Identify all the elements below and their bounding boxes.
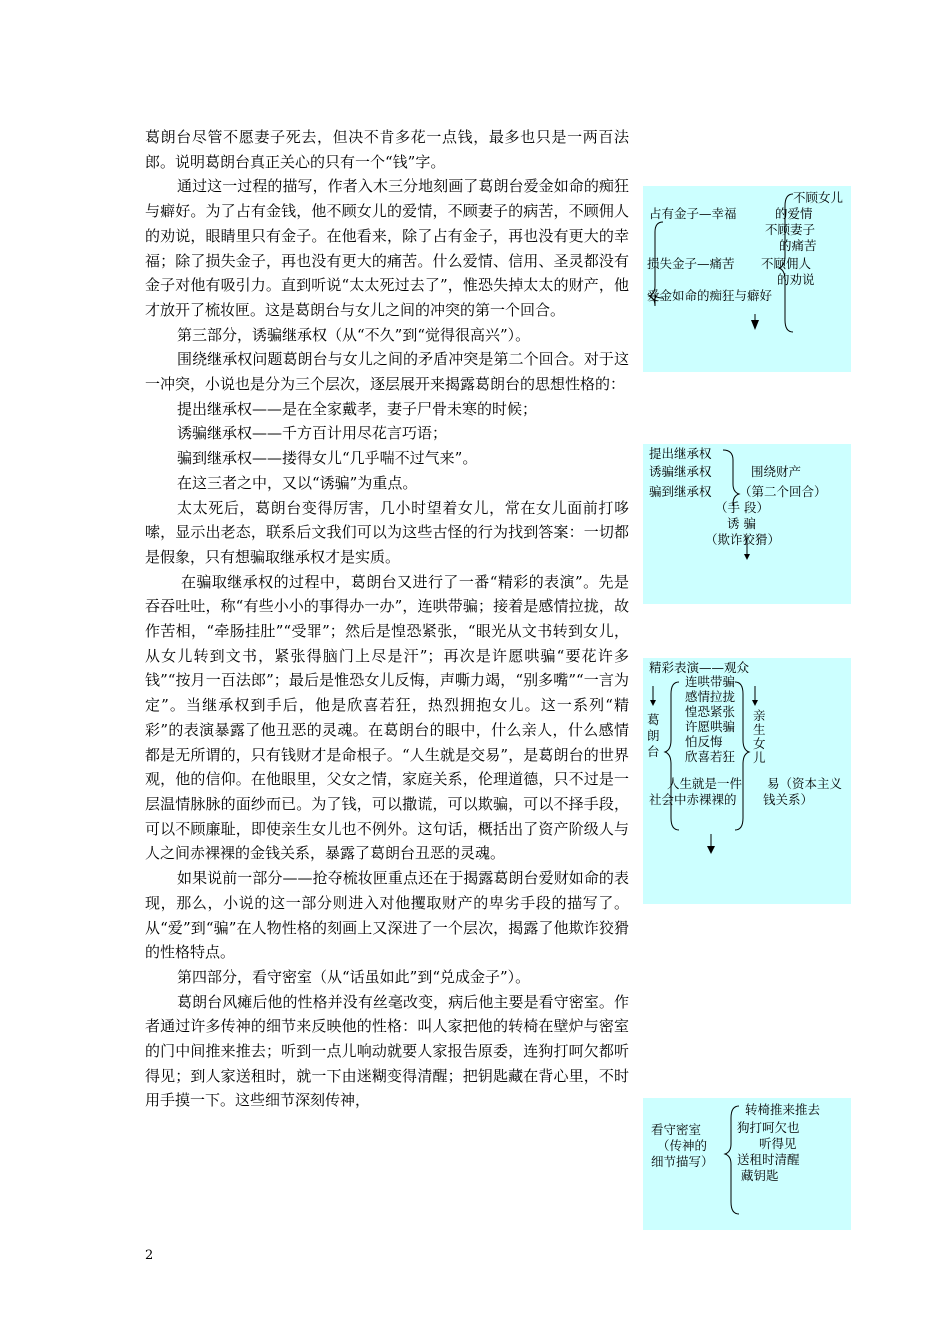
note-text: 女 [753,736,766,751]
note-text: 连哄带骗 [685,674,736,689]
note-text: 怕反悔 [685,734,723,749]
note-text: 提出继承权 [649,446,712,461]
note-text: （手 段） [715,500,769,515]
paragraph: 诱骗继承权——千方百计用尽花言巧语； [177,424,448,443]
margin-note-3 [643,658,851,904]
note-text: 的劝说 [777,272,815,287]
note-text: 亲 [753,708,766,723]
paragraph: 太太死后，葛朗台变得厉害，几小时望着女儿，常在女儿面前打哆嗦，显示出老态，联系后文我们可以为这些古怪的行为找到答案：一切都是假象，只有想骗取继承权才是实质。 [145,498,629,566]
margin-note-4 [643,1098,851,1230]
note-text: 送租时清醒 [737,1152,800,1167]
note-text: 不顾女儿 [793,190,844,205]
paragraph: 在这三者之中，又以“诱骗”为重点。 [177,473,418,492]
note-text: 易（资本主义 [767,776,843,791]
note-text: 不顾佣人 [761,256,812,271]
note-text: 听得见 [759,1136,797,1151]
note-text: 细节描写） [651,1154,714,1169]
paragraph: 葛朗台尽管不愿妻子死去，但决不肯多花一点钱，最多也只是一两百法郎。说明葛朗台真正关心的只有一个“钱”字。 [145,128,629,171]
paragraph: 骗到继承权——搂得女儿“几乎喘不过气来”。 [177,449,478,468]
note-text: 骗到继承权 [649,484,712,499]
main-text [145,125,629,1113]
note-text: 感情拉拢 [685,689,736,704]
note-text: 爱金如命的痴狂与癖好 [647,288,773,303]
note-text: 诱 骗 [727,516,756,531]
paragraph: 在骗取继承权的过程中，葛朗台又进行了一番“精彩的表演”。先是吞吞吐吐，称“有些小小的事得办一办”，连哄带骗；接着是感情拉拢，故作苦相，“牵肠挂肚”“受罪”；然后是惶恐紧张，“眼光从文书转到女儿，从女儿转到文书，紧张得脑门上尽是汗”；再次是许愿哄骗“要花许多钱”“按月一百法郎”；最后是惟恐女儿反悔，声嘶力竭，“别多嘴”“一言为定”。当继承权到手后，他是欣喜若狂，热烈拥抱女儿。这一系列“精彩”的表演暴露了他丑恶的灵魂。在葛朗台的眼中，什么亲人，什么感情都是无所谓的，只有钱财才是命根子。“人生就是交易”，是葛朗台的世界观，他的信仰。在他眼里，父女之情，家庭关系，伦理道德，只不过是一层温情脉脉的面纱而已。为了钱，可以撒谎，可以欺骗，可以不择手段，可以不顾廉耻，即使亲生女儿也不例外。这句话，概括出了资产阶级人与人之间赤裸裸的金钱关系，暴露了葛朗台丑恶的灵魂。 [145,572,629,863]
note-text: 葛 [647,712,660,727]
note-text: 朗 [647,728,660,743]
note-text: 的痛苦 [779,238,817,253]
page-number: 2 [145,1248,154,1263]
paragraph: 如果说前一部分——抢夺梳妆匣重点还在于揭露葛朗台爱财如命的表现，那么，小说的这一部分则进入对他攫取财产的卑劣手段的描写了。从“爱”到“骗”在人物性格的刻画上又深进了一个层次，揭露了他欺诈狡猾的性格特点。 [145,869,629,962]
note-text: 占有金子—幸福 [649,206,737,221]
margin-note-2 [643,444,851,604]
paragraph: 第三部分，诱骗继承权（从“不久”到“觉得很高兴”）。 [177,325,531,344]
paragraph: 围绕继承权问题葛朗台与女儿之间的矛盾冲突是第二个回合。对于这一冲突，小说也是分为三个层次，逐层展开来揭露葛朗台的思想性格的： [145,350,629,394]
note-text: 人生就是一件 [667,776,743,791]
note-text: 不顾妻子 [765,222,816,237]
note-text: 围绕财产 [751,464,802,479]
margin-note-1 [643,186,851,372]
note-text: （欺诈狡猾） [705,532,781,547]
note-text: 的爱情 [775,206,813,221]
note-text: 转椅推来推去 [745,1102,821,1117]
paragraph: 第四部分，看守密室（从“话虽如此”到“兑成金子”）。 [177,967,531,986]
paragraph: 通过这一过程的描写，作者入木三分地刻画了葛朗台爱金如命的痴狂与癖好。为了占有金钱，他不顾女儿的爱情，不顾妻子的病苦，不顾佣人的劝说，眼睛里只有金子。在他看来，除了占有金子，再也没有更大的幸福；除了损失金子，再也没有更大的痛苦。什么爱情、信用、圣灵都没有金子对他有吸引力。直到听说“太太死过去了”，惟恐失掉太太的财产，他才放开了梳妆匣。这是葛朗台与女儿之间的冲突的第一个回合。 [145,177,629,319]
note-text: 看守密室 [651,1122,702,1137]
note-text: 台 [647,744,660,759]
note-text: 生 [753,722,766,737]
note-text: 许愿哄骗 [685,719,736,734]
note-text: 精彩表演——观众 [649,660,750,675]
note-text: 惶恐紧张 [685,704,736,719]
note-text: 欣喜若狂 [685,749,736,764]
note-text: 藏钥匙 [741,1168,779,1183]
note-text: （传神的 [657,1138,708,1153]
paragraph: 提出继承权——是在全家戴孝，妻子尸骨未寒的时候； [177,399,538,418]
note-text: 社会中赤裸裸的 [649,792,737,807]
note-text: 诱骗继承权 [649,464,712,479]
note-text: 狗打呵欠也 [737,1120,800,1135]
note-text: （第二个回合） [739,484,827,499]
note-text: 损失金子—痛苦 [647,256,735,271]
note-text: 钱关系） [763,792,814,807]
note-text: 儿 [753,750,766,765]
paragraph: 葛朗台风瘫后他的性格并没有丝毫改变，病后他主要是看守密室。作者通过许多传神的细节来反映他的性格：叫人家把他的转椅在壁炉与密室的门中间推来推去；听到一点儿响动就要人家报告原委，连狗打呵欠都听得见；到人家送租时，就一下由迷糊变得清醒；把钥匙藏在背心里，不时用手摸一下。这些细节深刻传神， [145,992,629,1110]
